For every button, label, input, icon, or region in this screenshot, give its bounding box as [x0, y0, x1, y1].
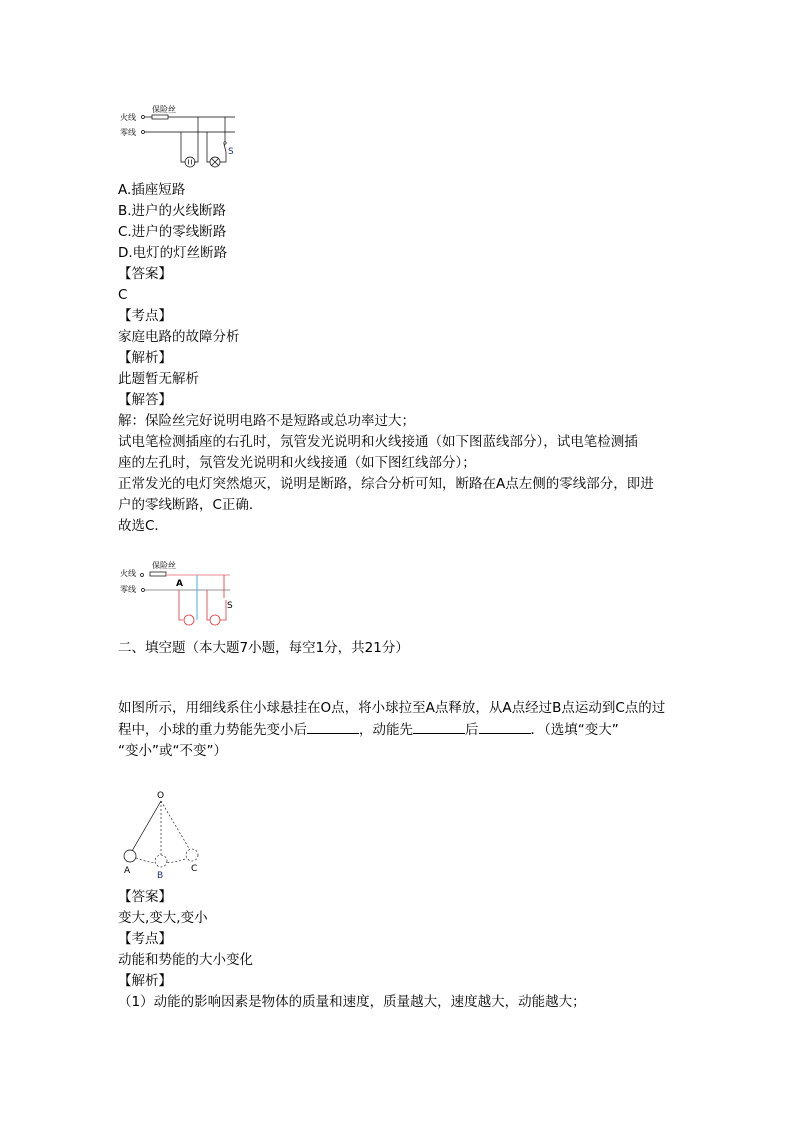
blank-1[interactable] [307, 719, 359, 734]
answer-heading: 【答案】 [118, 889, 172, 905]
solution-line: 故选C． [118, 518, 168, 534]
analysis-heading: 【解析】 [118, 973, 172, 989]
ball-c [186, 849, 198, 861]
point-c-label: C [191, 864, 198, 874]
solution-line: 座的左孔时，氖管发光说明和火线接通（如下图红线部分）； [118, 455, 476, 471]
household-circuit-figure-1 [110, 100, 250, 170]
topic-heading: 【考点】 [118, 308, 172, 324]
solution-line: 解：保险丝完好说明电路不是短路或总功率过大； [118, 413, 415, 429]
option-d: D.电灯的灯丝断路 [118, 245, 228, 261]
option-b: B.进户的火线断路 [118, 203, 227, 219]
answer-text: C [118, 287, 128, 303]
section-title: 二、填空题（本大题7小题，每空1分，共21分） [118, 640, 409, 656]
fuse-label: 保险丝 [152, 561, 176, 570]
q2-answer-block [118, 887, 688, 1013]
lamp-icon [210, 615, 220, 625]
fuse-label: 保险丝 [152, 105, 176, 114]
solution-line: 户的零线断路，C正确． [118, 497, 263, 513]
option-c: C.进户的零线断路 [118, 224, 227, 240]
answer-text: 变大,变大,变小 [118, 910, 208, 926]
solution-heading: 【解答】 [118, 392, 172, 408]
analysis-heading: 【解析】 [118, 350, 172, 366]
q1-text [118, 180, 688, 537]
fuse-icon [152, 115, 168, 119]
fuse-icon [150, 572, 166, 576]
switch-label: S [228, 147, 234, 157]
solution-line: 正常发光的电灯突然熄灭，说明是断路，综合分析可知，断路在A点左侧的零线部分，即进 [118, 476, 654, 492]
option-a: A.插座短路 [118, 182, 186, 198]
switch-icon [224, 144, 226, 152]
blank-2[interactable] [413, 719, 465, 734]
blank-3[interactable] [479, 719, 531, 734]
neutral-wire-label: 零线 [120, 585, 136, 594]
socket-icon [184, 615, 194, 625]
neutral-wire-label: 零线 [120, 128, 136, 137]
topic-text: 家庭电路的故障分析 [118, 329, 240, 345]
socket-icon [185, 157, 195, 167]
solution-line: 试电笔检测插座的右孔时，氖管发光说明和火线接通（如下图蓝线部分），试电笔检测插 [118, 434, 638, 450]
pendulum-figure [110, 780, 220, 880]
live-wire-label: 火线 [120, 569, 136, 578]
topic-text: 动能和势能的大小变化 [118, 952, 253, 968]
point-a-label: A [176, 579, 183, 589]
q2-stem [118, 698, 688, 762]
analysis-line: （1）动能的影响因素是物体的质量和速度，质量越大，速度越大，动能越大； [118, 994, 586, 1010]
analysis-text: 此题暂无解析 [118, 371, 199, 387]
point-o-label: O [157, 791, 165, 801]
point-b-label: B [157, 871, 164, 880]
household-circuit-figure-2 [110, 555, 250, 630]
ball-b [155, 855, 167, 867]
q2-line: 如图所示，用细线系住小球悬挂在O点，将小球拉至A点释放，从A点经过B点运动到C点的过 [118, 700, 666, 716]
q2-line: 程中，小球的重力势能先变小后 ，动能先 后 ．（选填“变大” [118, 719, 688, 741]
point-a-label: A [124, 866, 131, 876]
topic-heading: 【考点】 [118, 931, 172, 947]
ball-a [124, 850, 136, 862]
answer-heading: 【答案】 [118, 266, 172, 282]
live-wire-label: 火线 [120, 113, 136, 122]
switch-label: S [227, 601, 233, 611]
q2-line: “变小”或“不变”） [118, 743, 227, 759]
